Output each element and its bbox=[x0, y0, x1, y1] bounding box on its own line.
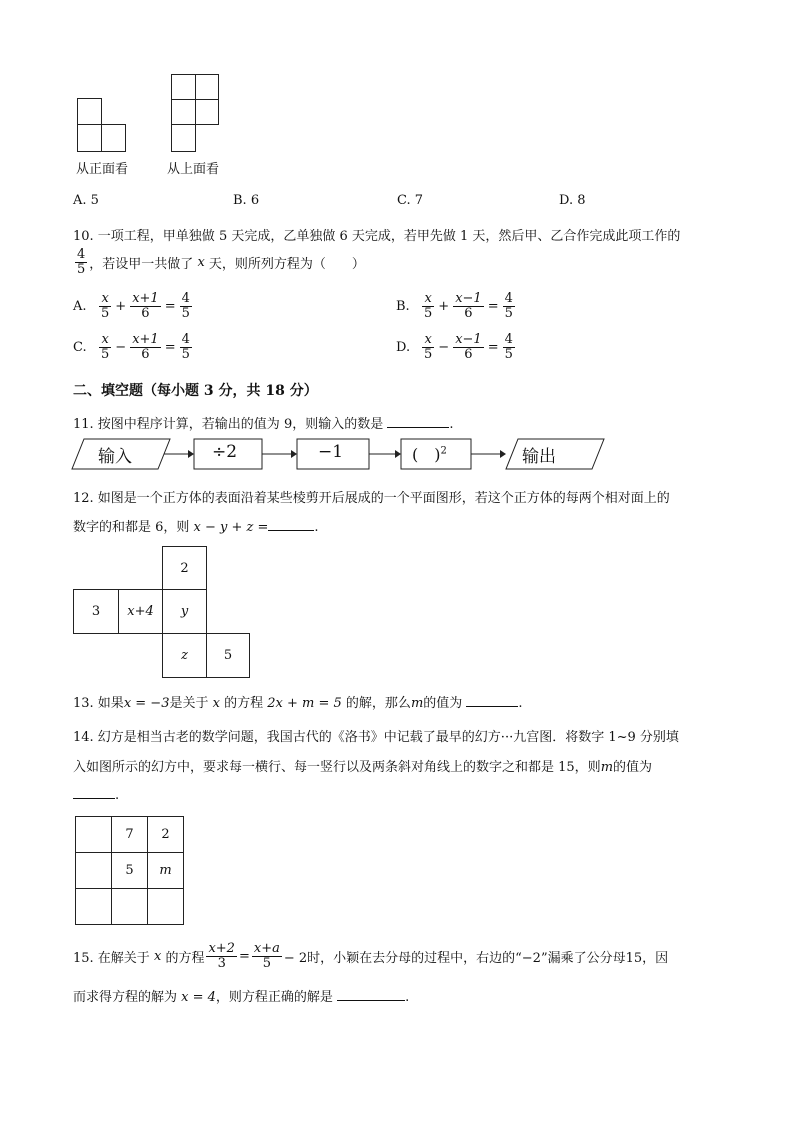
q14-text-line2: 入如图所示的幻方中，要求每一横行、每一竖行以及两条斜对角线上的数字之和都是 15，则m的值为 bbox=[73, 760, 653, 775]
q15-text-line2: 而求得方程的解为 x = 4，则方程正确的解是 . bbox=[73, 990, 410, 1005]
flow-arrowhead bbox=[291, 450, 297, 458]
magic-cell bbox=[75, 816, 112, 853]
top-view-square bbox=[195, 99, 219, 125]
q12-text-line1: 12. 如图是一个正方体的表面沿着某些棱剪开后展成的一个平面图形，若这个正方体的每两个相对面上的 bbox=[73, 491, 670, 506]
flow-input-label: 输入 bbox=[98, 447, 132, 467]
q12-answer-blank bbox=[268, 520, 314, 531]
net-face-top: 2 bbox=[162, 546, 207, 590]
net-face-bottom: z bbox=[162, 633, 207, 678]
top-view-square bbox=[195, 74, 219, 100]
q10-option-c: C. $\frac{x}{5}$ − $\frac{x+1}{6}$ = $\frac{4}{5}$ bbox=[73, 332, 190, 362]
magic-cell: 2 bbox=[147, 816, 184, 853]
front-view-square bbox=[77, 98, 102, 125]
net-face-center: y bbox=[162, 589, 207, 634]
magic-cell bbox=[75, 888, 112, 925]
q10-option-a: A. $\frac{x}{5}$ + $\frac{x+1}{6}$ = $\frac{4}{5}$ bbox=[73, 291, 190, 321]
net-face-left: 3 bbox=[73, 589, 119, 634]
magic-cell: 7 bbox=[111, 816, 148, 853]
top-view-label: 从上面看 bbox=[167, 162, 220, 177]
q14-answer-blank bbox=[73, 788, 115, 799]
q11-text: 11. 按图中程序计算，若输出的值为 9，则输入的数是 . bbox=[73, 417, 454, 432]
top-view-square bbox=[171, 124, 196, 152]
front-view-label: 从正面看 bbox=[76, 162, 129, 177]
magic-cell: m bbox=[147, 852, 184, 889]
q9-option-c: C. 7 bbox=[397, 193, 424, 208]
q10-text-line1: 10. 一项工程，甲单独做 5 天完成，乙单独做 6 天完成，若甲先做 1 天，然后甲、乙合作完成此项工作的 bbox=[73, 229, 681, 244]
front-view-square bbox=[101, 124, 126, 152]
flow-step1-label: ÷2 bbox=[212, 442, 238, 462]
net-face-bottom-right: 5 bbox=[206, 633, 250, 678]
net-face-mid-left: x+4 bbox=[118, 589, 163, 634]
top-view-square bbox=[171, 99, 196, 125]
flow-arrowhead bbox=[500, 450, 506, 458]
q15-answer-blank bbox=[337, 990, 405, 1001]
flow-arrowhead bbox=[188, 450, 194, 458]
q11-flowchart bbox=[70, 436, 730, 472]
magic-cell bbox=[147, 888, 184, 925]
q9-option-b: B. 6 bbox=[233, 193, 260, 208]
magic-cell bbox=[111, 888, 148, 925]
q13-text: 13. 如果x = −3是关于 x 的方程 2x + m = 5 的解，那么m的值为 . bbox=[73, 696, 523, 711]
section-2-title: 二、填空题（每小题 3 分，共 18 分） bbox=[73, 383, 318, 399]
q9-option-d: D. 8 bbox=[559, 193, 586, 208]
q13-answer-blank bbox=[466, 696, 518, 707]
q14-text-line1: 14. 幻方是相当古老的数学问题，我国古代的《洛书》中记载了最早的幻方···九宫图．将数字 1~9 分别填 bbox=[73, 730, 679, 745]
q11-answer-blank bbox=[387, 417, 449, 428]
q10-option-d: D. $\frac{x}{5}$ − $\frac{x-1}{6}$ = $\frac{4}{5}$ bbox=[396, 332, 513, 362]
flow-step3-label: ( )$^2$ bbox=[412, 445, 447, 464]
q10-text-line2: $\frac{4}{5}$ ，若设甲一共做了 x 天，则所列方程为（ ） bbox=[77, 247, 365, 277]
q10-fraction: $\frac{4}{5}$ bbox=[77, 247, 86, 277]
top-view-square bbox=[171, 74, 196, 100]
q15-text-line1: 15. 在解关于 x 的方程 $\frac{x+2}{3}$ = $\frac{x+a}{5}$ − 2时，小颖在去分母的过程中，右边的“−2”漏乘了公分母15，因 bbox=[73, 941, 669, 971]
q14-answer-line: . bbox=[73, 788, 119, 803]
flow-step2-label: −1 bbox=[318, 442, 344, 462]
q12-text-line2: 数字的和都是 6，则 x − y + z = . bbox=[73, 520, 319, 535]
q9-option-a: A. 5 bbox=[73, 193, 99, 208]
q10-option-b: B. $\frac{x}{5}$ + $\frac{x-1}{6}$ = $\frac{4}{5}$ bbox=[396, 291, 513, 321]
flow-output-label: 输出 bbox=[522, 447, 556, 467]
magic-cell bbox=[75, 852, 112, 889]
front-view-square bbox=[77, 124, 102, 152]
magic-cell: 5 bbox=[111, 852, 148, 889]
flow-arrowhead bbox=[395, 450, 401, 458]
